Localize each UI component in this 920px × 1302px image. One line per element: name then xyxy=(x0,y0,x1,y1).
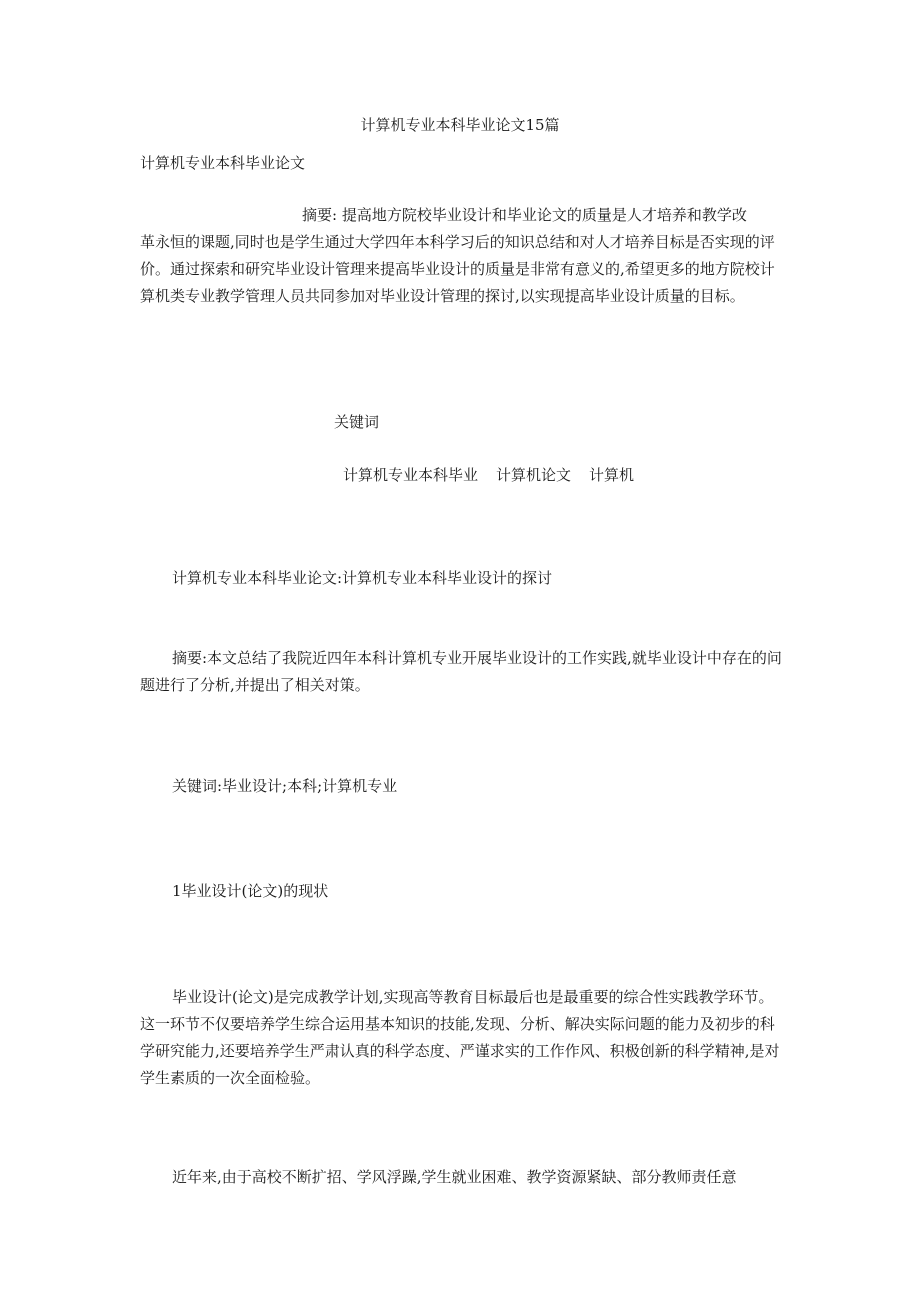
abstract-first-text: 提高地方院校毕业设计和毕业论文的质量是人才培养和教学改 xyxy=(341,206,747,224)
article-keywords: 关键词:毕业设计;本科;计算机专业 xyxy=(172,777,398,795)
keyword-item: 计算机专业本科毕业 xyxy=(343,466,479,484)
article-abstract: 摘要:本文总结了我院近四年本科计算机专业开展毕业设计的工作实践,就毕业设计中存在的问题进行了分析,并提出了相关对策。 xyxy=(140,649,782,694)
keywords-heading: 关键词 xyxy=(334,413,380,431)
article-title: 计算机专业本科毕业论文:计算机专业本科毕业设计的探讨 xyxy=(172,569,553,587)
keyword-item: 计算机论文 xyxy=(496,466,572,484)
keyword-item: 计算机 xyxy=(589,466,635,484)
document-title: 计算机专业本科毕业论文15篇 xyxy=(360,116,560,134)
abstract-label: 摘要: xyxy=(302,206,338,224)
section-heading: 1毕业设计(论文)的现状 xyxy=(172,882,329,900)
body-paragraph: 毕业设计(论文)是完成教学计划,实现高等教育目标最后也是最重要的综合性实践教学环节。这一环节不仅要培养学生综合运用基本知识的技能,发现、分析、解决实际问题的能力及初步的科学研究能力,还要培养学生严肃认真的科学态度、严谨求实的工作作风、积极创新的科学精神,是对学生素质的一次全面检验。 xyxy=(140,988,780,1087)
abstract-rest-text: 革永恒的课题,同时也是学生通过大学四年本科学习后的知识总结和对人才培养目标是否实现的评价。通过探索和研究毕业设计管理来提高毕业设计的质量是非常有意义的,希望更多的地方院校计算机类专业教学管理人员共同参加对毕业设计管理的探讨,以实现提高毕业设计质量的目标。 xyxy=(140,233,775,305)
abstract-paragraph xyxy=(140,202,782,310)
keywords-list xyxy=(343,462,652,489)
body-paragraph-truncated: 近年来,由于高校不断扩招、学风浮躁,学生就业困难、教学资源紧缺、部分教师责任意 xyxy=(172,1168,737,1186)
abstract-first-line xyxy=(140,202,782,229)
document-subtitle: 计算机专业本科毕业论文 xyxy=(140,154,306,172)
